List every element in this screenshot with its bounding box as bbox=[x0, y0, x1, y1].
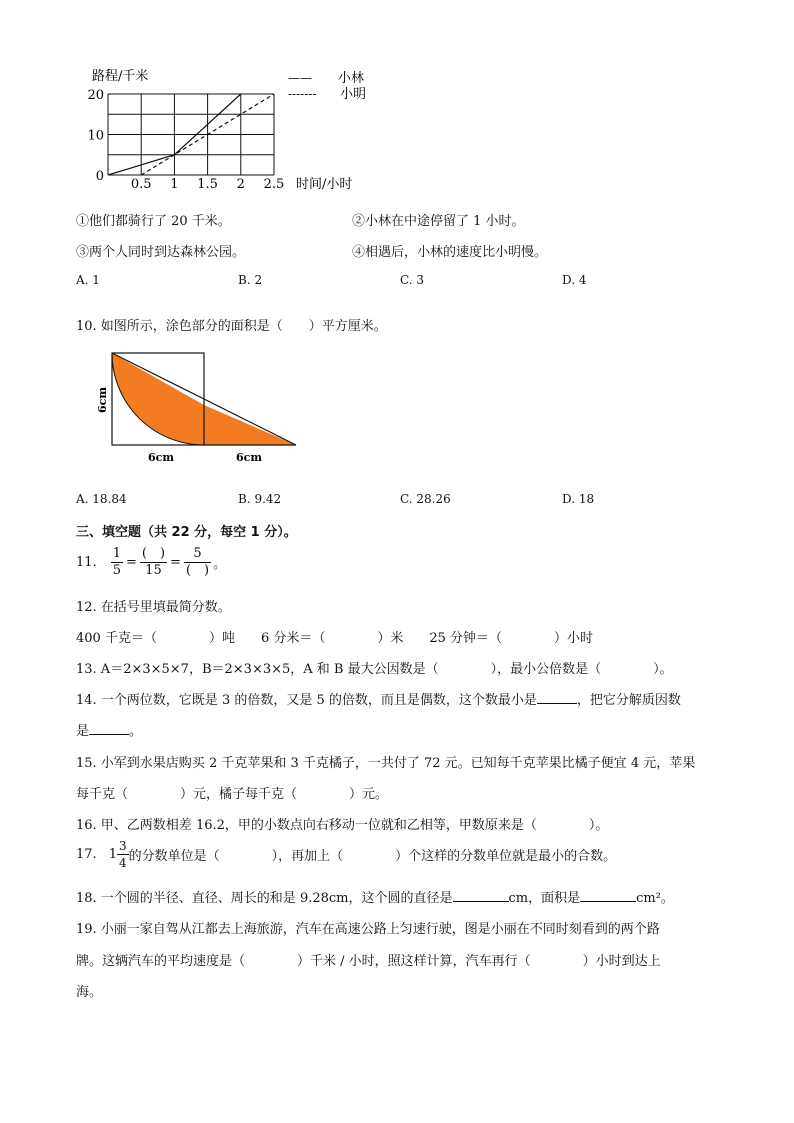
q17-rest[interactable]: 的分数单位是（ ），再加上（ ）个这样的分数单位就是最小的合数。 bbox=[128, 849, 617, 864]
q9-option-a[interactable]: A. 1 bbox=[76, 273, 100, 287]
bottom-right-label: 6cm bbox=[236, 451, 262, 464]
legend-label-xiaoming: 小明 bbox=[340, 87, 367, 102]
x-axis-label: 时间/小时 bbox=[296, 177, 353, 192]
y-axis-label: 路程/千米 bbox=[92, 69, 149, 84]
mixed-fraction: $\frac{3}{4}$ bbox=[118, 839, 127, 870]
shaded-region-right bbox=[204, 405, 296, 445]
q12-blanks[interactable]: 400 千克＝（ ）吨 6 分米＝（ ）米 25 分钟＝（ ）小时 bbox=[76, 631, 594, 646]
chart-legend bbox=[288, 70, 366, 102]
x-tick-label: 2 bbox=[236, 177, 245, 192]
legend-symbol-dashed: ------- bbox=[288, 87, 317, 101]
statement-4: ④相遇后，小林的速度比小明慢。 bbox=[352, 245, 548, 260]
statement-2: ②小林在中途停留了 1 小时。 bbox=[352, 214, 525, 229]
y-tick-label: 0 bbox=[95, 169, 104, 184]
statement-3: ③两个人同时到达森林公园。 bbox=[76, 245, 246, 260]
fraction-3[interactable]: $\frac{5}{( )}$ bbox=[185, 546, 210, 578]
q16[interactable]: 16. 甲、乙两数相差 16.2，甲的小数点向右移动一位就和乙相等，甲数原来是（ ）。 bbox=[76, 818, 609, 833]
q15-line1: 15. 小军到水果店购买 2 千克苹果和 3 千克橘子，一共付了 72 元。已知每千克苹果比橘子便宜 4 元，苹果 bbox=[76, 756, 696, 771]
statement-1: ①他们都骑行了 20 千米。 bbox=[76, 214, 231, 229]
q10-option-c[interactable]: C. 28.26 bbox=[400, 492, 451, 506]
q10-option-a[interactable]: A. 18.84 bbox=[76, 492, 127, 506]
shaded-region-left bbox=[112, 353, 204, 445]
q14-blank-2[interactable] bbox=[89, 722, 129, 735]
q17: 17. 1 $\frac{3}{4}$ 的分数单位是（ ），再加上（ ）个这样的分数单位就是最小的合数。 bbox=[76, 839, 617, 870]
y-tick-label: 10 bbox=[87, 128, 104, 144]
q10-option-d[interactable]: D. 18 bbox=[562, 492, 595, 506]
fraction-2[interactable]: $\frac{( )}{15}$ bbox=[141, 546, 166, 578]
x-tick-label: 1.5 bbox=[197, 177, 218, 192]
q19-line1: 19. 小丽一家自驾从江都去上海旅游，汽车在高速公路上匀速行驶，图是小丽在不同时刻看到的两个路 bbox=[76, 922, 660, 937]
bottom-left-label: 6cm bbox=[148, 451, 174, 464]
chart-grid bbox=[108, 94, 274, 175]
q19-line2[interactable]: 牌。这辆汽车的平均速度是（ ）千米 / 小时，照这样计算，汽车再行（ ）小时到达上 bbox=[76, 954, 661, 969]
x-tick-label: 0.5 bbox=[130, 177, 152, 192]
legend-symbol-solid: —— bbox=[288, 71, 312, 85]
x-tick-label: 2.5 bbox=[263, 177, 285, 192]
section-title: 三、填空题（共 22 分，每空 1 分）。 bbox=[76, 525, 297, 540]
fraction-1: $\frac{1}{5}$ bbox=[112, 546, 121, 578]
q10-option-b[interactable]: B. 9.42 bbox=[238, 492, 282, 506]
q9-option-b[interactable]: B. 2 bbox=[238, 273, 263, 287]
q14-blank-1[interactable] bbox=[537, 691, 577, 704]
side-label: 6cm bbox=[96, 387, 109, 413]
q14-line2: 是 。 bbox=[76, 724, 143, 739]
distance-time-chart bbox=[80, 62, 380, 197]
q18: 18. 一个圆的半径、直径、周长的和是 9.28cm，这个圆的直径是 cm，面积是 cm²。 bbox=[76, 891, 674, 906]
q9-option-c[interactable]: C. 3 bbox=[400, 273, 425, 287]
shaded-figure bbox=[90, 345, 310, 470]
x-tick-label: 1 bbox=[170, 177, 179, 192]
q13[interactable]: 13. A＝2×3×5×7，B＝2×3×3×5，A 和 B 最大公因数是（ ），最小公倍数是（ ）。 bbox=[76, 662, 673, 677]
q12-stem: 12. 在括号里填最简分数。 bbox=[76, 600, 231, 615]
y-tick-label: 20 bbox=[87, 88, 104, 103]
q11-number: 11. bbox=[76, 555, 97, 570]
legend-label-xiaolin: 小林 bbox=[338, 71, 365, 86]
q18-blank-2[interactable] bbox=[580, 889, 636, 902]
q14-line1: 14. 一个两位数，它既是 3 的倍数，又是 5 的倍数，而且是偶数，这个数最小是 ，把它分解质因数 bbox=[76, 693, 681, 708]
q9-option-d[interactable]: D. 4 bbox=[562, 273, 587, 287]
q15-line2[interactable]: 每千克（ ）元，橘子每千克（ ）元。 bbox=[76, 787, 389, 802]
q19-line3: 海。 bbox=[76, 985, 103, 1000]
q10-stem: 10. 如图所示，涂色部分的面积是（ ）平方厘米。 bbox=[76, 319, 387, 334]
q11: 11. $\frac{1}{5}$ = $\frac{( )}{15}$ = $\frac{5}{( )}$ 。 bbox=[76, 546, 227, 578]
q18-blank-1[interactable] bbox=[453, 889, 509, 902]
